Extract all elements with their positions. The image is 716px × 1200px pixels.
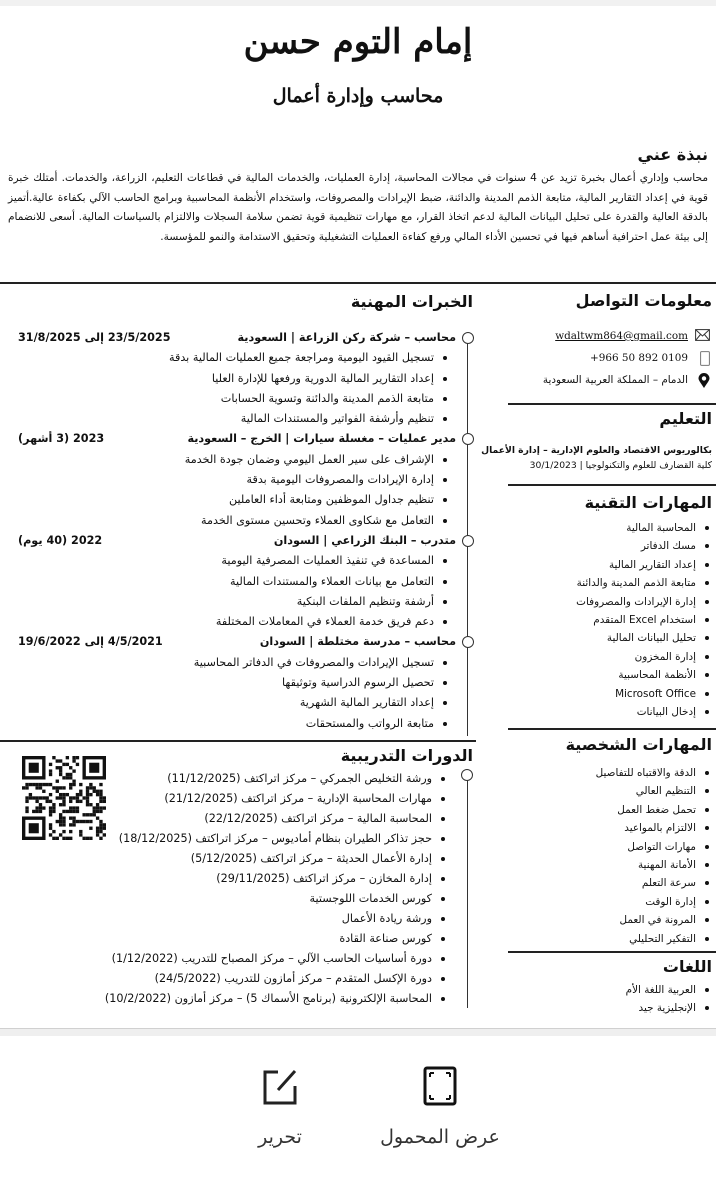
- phone-icon: [700, 351, 710, 366]
- email-link[interactable]: wdaltwm864@gmail.com: [555, 330, 688, 342]
- skill-item: التفكير التحليلي: [502, 930, 712, 948]
- job-bullet: إعداد التقارير المالية الدورية ورفعها للإدارة العليا: [18, 369, 456, 389]
- skill-item: التنظيم العالي: [502, 782, 712, 800]
- edit-button[interactable]: [220, 1066, 340, 1148]
- education-school: كلية القضارف للعلوم والتكنولوجيا | 30/1/2023: [529, 460, 712, 471]
- job-bullet: دعم فريق خدمة العملاء في المعاملات المختلفة: [18, 612, 456, 632]
- job-date: 2023 (3 أشهر): [18, 432, 105, 446]
- contact-heading: معلومات التواصل: [575, 291, 712, 310]
- bottom-toolbar: [0, 1036, 716, 1200]
- job-bullet: المساعدة في تنفيذ العمليات المصرفية اليومية: [18, 551, 456, 571]
- portable-view-label: عرض المحمول: [380, 1126, 500, 1148]
- job-bullet: التعامل مع بيانات العملاء والمستندات المالية: [18, 572, 456, 592]
- location-text: الدمام – المملكة العربية السعودية: [542, 374, 688, 386]
- job-bullet: تسجيل الإيرادات والمصروفات في الدفاتر المحاسبية: [18, 653, 456, 673]
- about-text: محاسب وإداري أعمال بخبرة تزيد عن 4 سنوات في مجالات المحاسبة، إدارة العمليات، والخدمات المالية في قطاعات التعليم، الزراعة، والخدمات. أمتلك خبرة قوية في إعداد التقارير المالية، متابعة الذمم المدينة والدائنة، ضبط الإيرادات والمصروفات، واستخدام الأنظمة المحاسبية وبرامج الحاسب الآلي بكفاءة عالية.أتميز بالدقة العالية والقدرة على تحليل البيانات المالية لدعم اتخاذ القرار، مع مهارات تنظيمية قوية تضمن سلامة السجلات والالتزام بالسياسات المالية. أسعى للانضمام إلى بيئة عمل احترافية أساهم فيها في تحسين الأداء المالي ورفع كفاءة العمليات التشغيلية وتحقيق الاستدامة والنمو للمؤسسة.: [8, 172, 708, 243]
- job-bullet: الإشراف على سير العمل اليومي وضمان جودة الخدمة: [18, 450, 456, 470]
- skill-item: المرونة في العمل: [502, 911, 712, 929]
- envelope-icon: [695, 329, 710, 341]
- job-date: 4/5/2021 إلى 19/6/2022: [18, 635, 163, 649]
- divider: [508, 728, 716, 730]
- toolbar-separator: [0, 1028, 716, 1036]
- location-pin-icon: [698, 373, 710, 389]
- contact-list: [502, 325, 712, 391]
- tech-skills-heading: المهارات التقنية: [584, 493, 712, 512]
- education-degree: بكالوريوس الاقتصاد والعلوم الإدارية – إدارة الأعمال: [481, 445, 712, 456]
- skill-item: العربية اللغة الأم: [502, 981, 712, 999]
- skill-item: إدارة الإيرادات والمصروفات: [502, 593, 712, 611]
- job-bullet: تنظيم جداول الموظفين ومتابعة أداء العاملين: [18, 490, 456, 510]
- languages-heading: اللغات: [662, 957, 712, 976]
- skill-item: تحليل البيانات المالية: [502, 629, 712, 647]
- course-item: إدارة المخازن – مركز اتراكتف (29/11/2025): [94, 869, 454, 889]
- job-bullet: تسجيل القيود اليومية ومراجعة جميع العمليات المالية بدقة: [18, 348, 456, 368]
- soft-skills-heading: المهارات الشخصية: [565, 735, 712, 754]
- job-bullet: التعامل مع شكاوى العملاء وتحسين مستوى الخدمة: [18, 511, 456, 531]
- skill-item: سرعة التعلم: [502, 874, 712, 892]
- courses-heading: الدورات التدريبية: [340, 746, 473, 765]
- job-title-row: [18, 531, 456, 551]
- skill-item: إعداد التقارير المالية: [502, 556, 712, 574]
- mobile-view-icon: [423, 1066, 457, 1106]
- soft-skills-list: [502, 764, 712, 948]
- course-item: حجز تذاكر الطيران بنظام أماديوس – مركز اتراكتف (18/12/2025): [94, 829, 454, 849]
- portable-view-button[interactable]: [380, 1066, 500, 1148]
- divider: [508, 403, 716, 405]
- course-item: ورشة ريادة الأعمال: [94, 909, 454, 929]
- job-bullet: تنظيم وأرشفة الفواتير والمستندات المالية: [18, 409, 456, 429]
- job-title: محاسب – مدرسة مختلطة | السودان: [259, 635, 456, 649]
- job-bullet: إدارة الإيرادات والمصروفات اليومية بدقة: [18, 470, 456, 490]
- job-bullet: متابعة الذمم المدينة والدائنة وتسوية الحسابات: [18, 389, 456, 409]
- skill-item: استخدام Excel المتقدم: [502, 611, 712, 629]
- job-bullet: متابعة الرواتب والمستحقات: [18, 714, 456, 734]
- job-date: 23/5/2025 إلى 31/8/2025: [18, 331, 171, 344]
- education-heading: التعليم: [659, 409, 712, 428]
- skill-item: المحاسبة المالية: [502, 519, 712, 537]
- divider: [0, 740, 476, 742]
- experience-list: [18, 328, 456, 734]
- course-item: ورشة التخليص الجمركي – مركز اتراكتف (11/12/2025): [94, 769, 454, 789]
- skill-item: الإنجليزية جيد: [502, 999, 712, 1017]
- timeline-circle: [462, 636, 474, 648]
- candidate-name: إمام التوم حسن: [243, 22, 473, 62]
- skill-item: Microsoft Office: [502, 685, 712, 703]
- timeline-circle: [462, 332, 474, 344]
- course-item: المحاسبة المالية – مركز اتراكتف (22/12/2025): [94, 809, 454, 829]
- job-bullet: تحصيل الرسوم الدراسية وتوثيقها: [18, 673, 456, 693]
- job-bullet: إعداد التقارير المالية الشهرية: [18, 693, 456, 713]
- tech-skills-list: [502, 519, 712, 721]
- job-title: محاسب – شركة ركن الزراعة | السعودية: [237, 331, 456, 344]
- skill-item: مهارات التواصل: [502, 838, 712, 856]
- skill-item: الدقة والاقتباه للتفاصيل: [502, 764, 712, 782]
- skill-item: الأنظمة المحاسبية: [502, 666, 712, 684]
- job-date: 2022 (40 يوم): [18, 533, 103, 547]
- languages-list: [502, 981, 712, 1018]
- skill-item: إدخال البيانات: [502, 703, 712, 721]
- edit-icon: [262, 1066, 298, 1106]
- contact-phone: [502, 347, 712, 369]
- job-title-row: [18, 632, 456, 652]
- courses-list: [94, 769, 454, 1009]
- skill-item: الالتزام بالمواعيد: [502, 819, 712, 837]
- job-title-row: [18, 328, 456, 348]
- course-item: المحاسبة الإلكترونية (برنامج الأسماك 5) – مركز أمازون (10/2/2022): [94, 989, 454, 1009]
- course-item: كورس صناعة القادة: [94, 929, 454, 949]
- job-title: متدرب – البنك الزراعي | السودان: [273, 533, 456, 547]
- about-heading: نبذة عني: [637, 145, 708, 164]
- timeline-circle: [462, 433, 474, 445]
- edit-label: تحرير: [258, 1126, 302, 1148]
- education-entry: [481, 443, 712, 473]
- qr-code[interactable]: [22, 756, 106, 840]
- job-bullet: أرشفة وتنظيم الملفات البنكية: [18, 592, 456, 612]
- timeline-circle: [462, 535, 474, 547]
- course-item: دورة الإكسل المتقدم – مركز أمازون للتدريب (24/5/2022): [94, 969, 454, 989]
- divider: [508, 484, 716, 486]
- job-title: مدير عمليات – مغسلة سيارات | الخرج – السعودية: [187, 432, 456, 446]
- timeline-circle: [461, 769, 473, 781]
- skill-item: الأمانة المهنية: [502, 856, 712, 874]
- experience-heading: الخبرات المهنية: [350, 292, 473, 311]
- divider: [0, 282, 716, 284]
- skill-item: تحمل ضغط العمل: [502, 801, 712, 819]
- divider: [508, 951, 716, 953]
- skill-item: متابعة الذمم المدينة والدائنة: [502, 574, 712, 592]
- candidate-role: محاسب وإدارة أعمال: [272, 85, 444, 107]
- course-item: مهارات المحاسبة الإدارية – مركز اتراكتف (21/12/2025): [94, 789, 454, 809]
- course-item: كورس الخدمات اللوجستية: [94, 889, 454, 909]
- timeline-line: [467, 780, 468, 1008]
- job-title-row: [18, 429, 456, 449]
- course-item: إدارة الأعمال الحديثة – مركز اتراكتف (5/12/2025): [94, 849, 454, 869]
- phone-number: +966 50 892 0109: [590, 352, 688, 364]
- course-item: دورة أساسيات الحاسب الآلي – مركز المصباح للتدريب (1/12/2022): [94, 949, 454, 969]
- resume-document: [0, 6, 716, 1028]
- contact-email: [502, 325, 712, 347]
- skill-item: مسك الدفاتر: [502, 537, 712, 555]
- skill-item: إدارة الوقت: [502, 893, 712, 911]
- contact-location: [502, 369, 712, 391]
- skill-item: إدارة المخزون: [502, 648, 712, 666]
